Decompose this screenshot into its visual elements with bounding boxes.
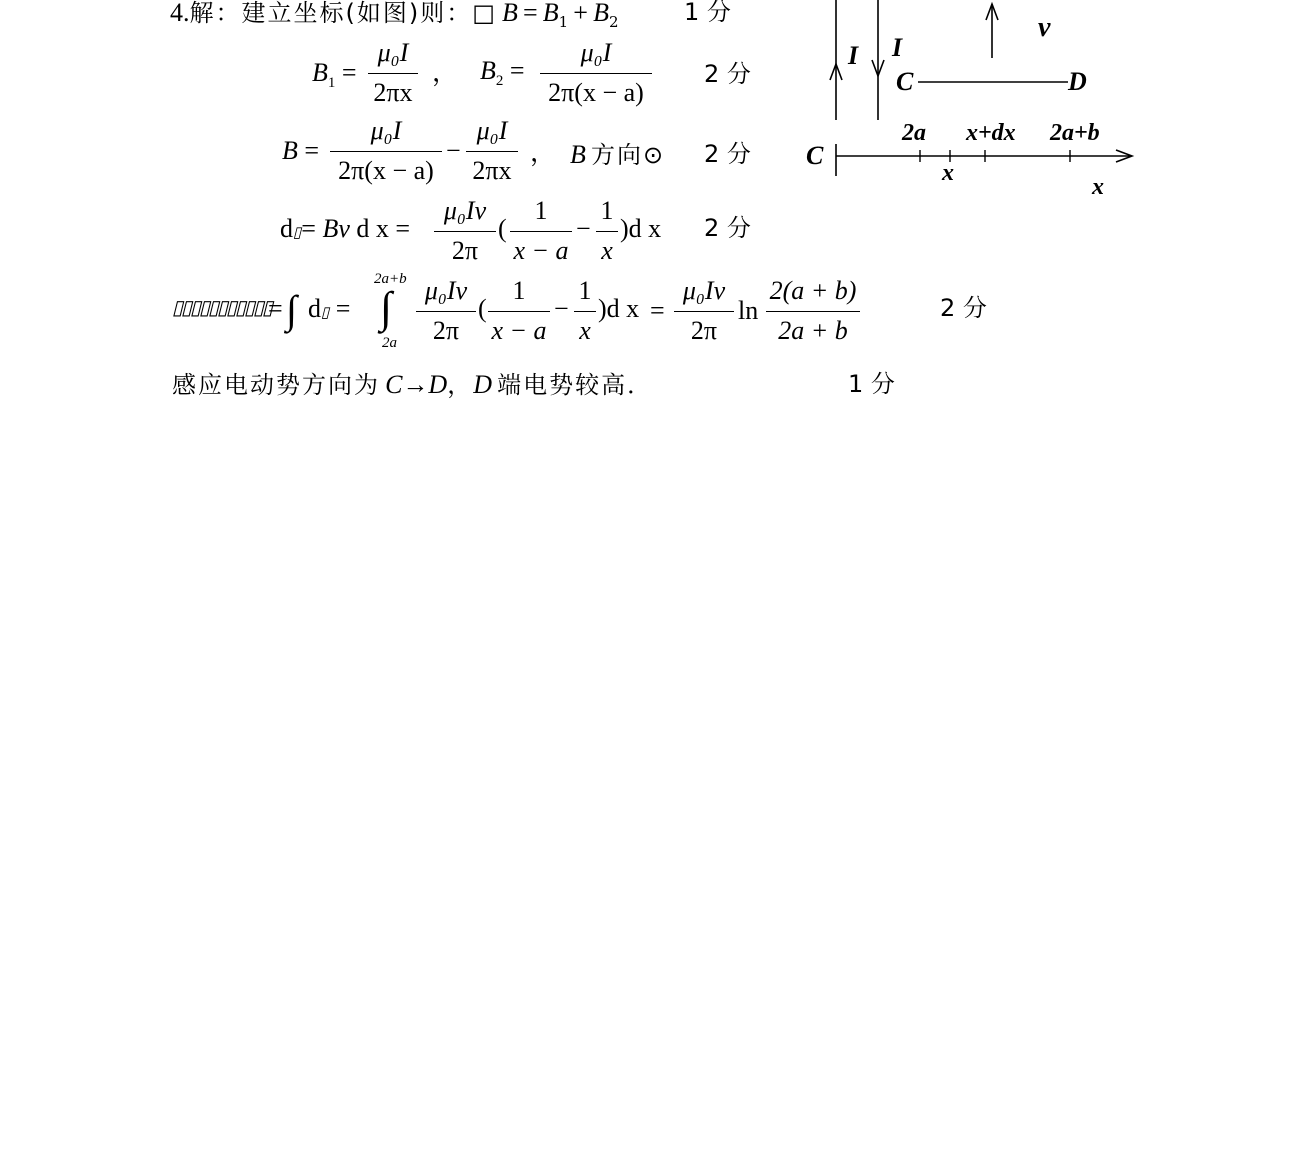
label-i1: I xyxy=(848,41,859,70)
coordinate-figure xyxy=(800,0,1140,210)
b-lhs: B = xyxy=(282,136,320,165)
conclusion: 感应电动势方向为 C→D，D 端电势较高． xyxy=(172,370,654,399)
label-c-axis: C xyxy=(806,141,824,170)
b-fraction-2: μ₀I 2πx xyxy=(466,118,518,188)
b-direction: B 方向⊙ xyxy=(570,140,666,169)
d-emf-lhs: d▯= Bv d x = xyxy=(280,214,411,243)
label-d: D xyxy=(1068,67,1087,96)
score-3: 2 分 xyxy=(704,140,751,168)
d-emf-frac-b: 1 x xyxy=(596,198,618,268)
d-emf-fraction: μ₀Iv 2π xyxy=(434,198,496,268)
b2-fraction: μ₀I 2π(x − a) xyxy=(540,40,652,110)
score-4: 2 分 xyxy=(704,214,751,242)
solution-header: 4.解：建立坐标(如图)则：□ B = B1 + B2 xyxy=(170,0,619,31)
label-2ab: 2a+b xyxy=(1050,120,1100,146)
b1-symbol: B xyxy=(542,0,559,27)
definite-integral: ∫ xyxy=(380,283,393,332)
score-5: 2 分 xyxy=(940,294,987,322)
b2-lhs: $B_2$ = xyxy=(480,56,525,89)
upper-limit: 2a+b xyxy=(374,271,407,287)
label-2a: 2a xyxy=(902,120,926,146)
label-x-mid: x xyxy=(942,160,954,186)
garbled-text: ▯▯▯▯▯▯▯▯▯▯▯ xyxy=(172,297,272,319)
label-x-axis: x xyxy=(1092,174,1104,200)
label-i2: I xyxy=(892,33,903,62)
b2-symbol: B xyxy=(593,0,609,27)
d-emf-frac-a: 1 x − a xyxy=(510,198,572,268)
header-text: 解：建立坐标(如图)则： xyxy=(189,0,473,27)
score-2: 2 分 xyxy=(704,60,751,88)
label-xdx: x+dx xyxy=(966,120,1016,146)
b-fraction-1: μ₀I 2π(x − a) xyxy=(330,118,442,188)
b-total: B xyxy=(502,0,518,27)
b1-fraction: μ₀I 2πx xyxy=(368,40,418,110)
b1-lhs: $B_1$ = xyxy=(312,58,357,91)
label-c-top: C xyxy=(896,67,914,96)
score-1: 1 分 xyxy=(684,0,731,26)
integral-sign: ∫ xyxy=(286,287,297,332)
label-v: v xyxy=(1038,12,1051,43)
lower-limit: 2a xyxy=(382,335,397,351)
problem-number: 4. xyxy=(170,0,190,27)
missing-glyph-box: □ xyxy=(472,0,497,27)
score-6: 1 分 xyxy=(848,370,895,398)
